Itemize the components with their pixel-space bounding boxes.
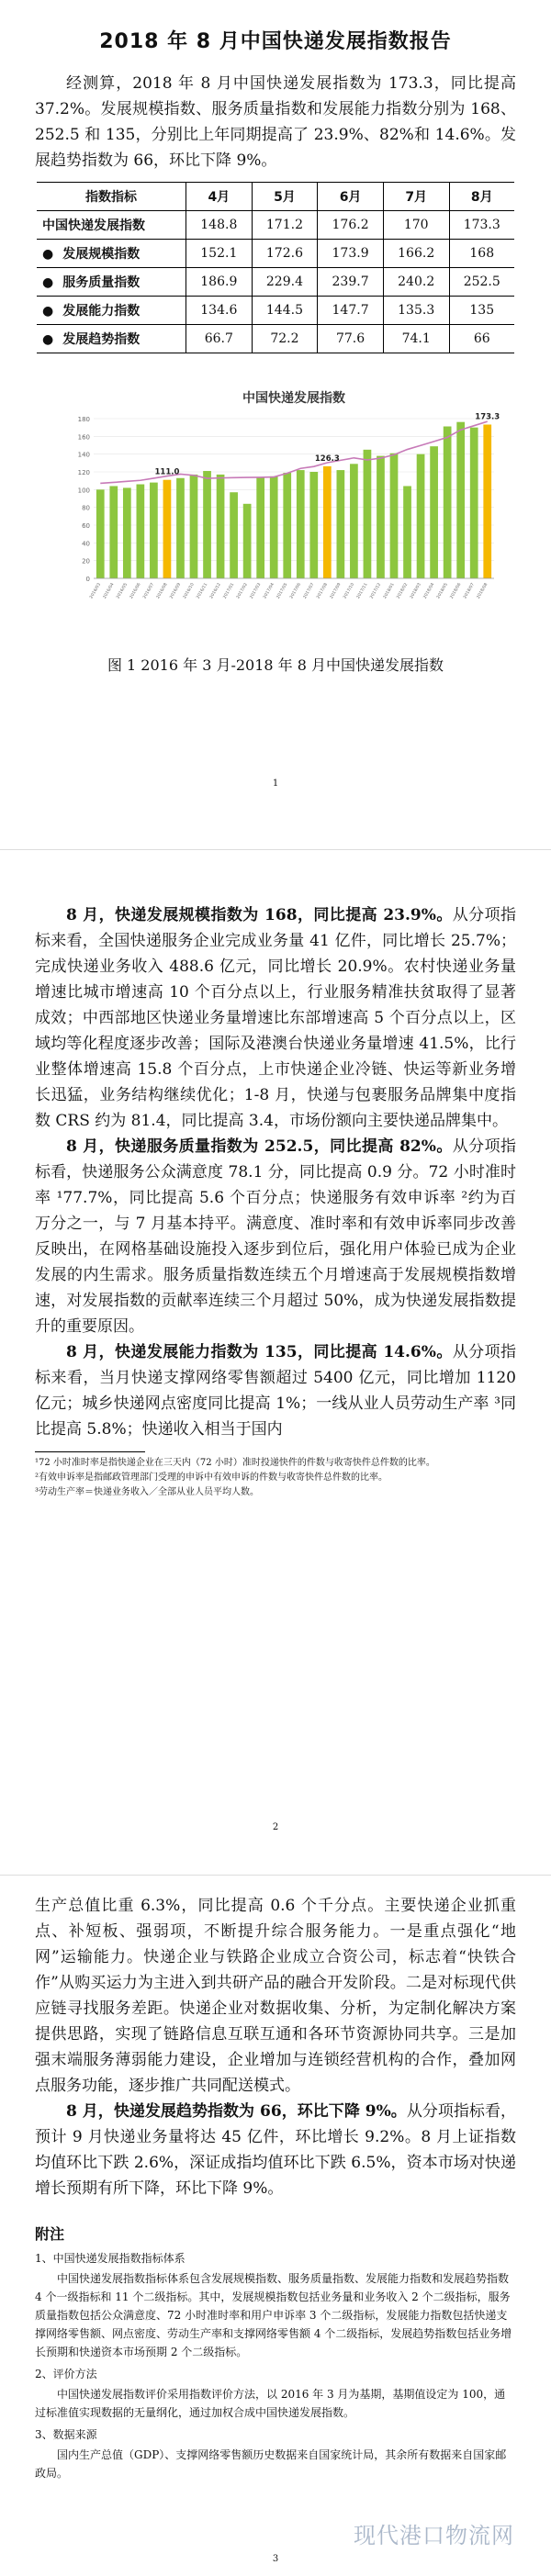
chart-bar <box>377 456 385 578</box>
appendix-item-title: 3、数据来源 <box>35 2428 97 2441</box>
page-number: 3 <box>272 2554 279 2564</box>
row-label-text: 服务质量指数 <box>62 275 141 290</box>
row-label <box>37 240 186 268</box>
x-tick-label: 2017/09 <box>329 582 343 600</box>
row-label-text: 中国快递发展指数 <box>42 218 145 233</box>
chart-bar <box>217 475 225 578</box>
x-tick-label: 2016/11 <box>196 582 209 600</box>
appendix <box>35 2225 516 2482</box>
chart-bar <box>444 427 452 578</box>
chart-bar <box>483 424 491 578</box>
chart-bar <box>470 428 478 578</box>
chart-bar <box>350 464 358 578</box>
row-label <box>37 297 186 325</box>
table-cell: 66 <box>449 325 514 353</box>
scale-lead: 8 月，快递发展规模指数为 168，同比提高 23.9%。 <box>66 906 453 924</box>
appendix-item-title: 1、中国快递发展指数指标体系 <box>35 2252 186 2265</box>
x-tick-label: 2016/03 <box>89 582 102 600</box>
y-tick-label: 180 <box>77 416 90 423</box>
x-tick-label: 2017/04 <box>263 582 276 600</box>
x-tick-label: 2018/07 <box>463 582 476 600</box>
table-cell: 135 <box>449 297 514 325</box>
row-label <box>37 325 186 353</box>
trend-lead: 8 月，快递发展趋势指数为 66，环比下降 9%。 <box>66 2102 407 2121</box>
y-tick-label: 140 <box>77 451 90 459</box>
chart-bar <box>364 450 372 578</box>
index-bar-chart <box>62 386 503 624</box>
x-tick-label: 2016/07 <box>142 582 156 600</box>
page-1 <box>0 0 551 849</box>
x-tick-label: 2016/05 <box>116 582 129 600</box>
scale-paragraph <box>35 902 516 1134</box>
appendix-item-title: 2、评价方法 <box>35 2368 97 2380</box>
table-cell: 229.4 <box>252 268 318 297</box>
chart-bar <box>456 422 465 578</box>
chart-bar <box>309 472 318 578</box>
footnote-rule <box>35 1451 145 1452</box>
table-cell: 173.9 <box>318 240 384 268</box>
y-tick-label: 120 <box>77 469 90 476</box>
capability-lead: 8 月，快递发展能力指数为 135，同比提高 14.6%。 <box>66 1343 453 1361</box>
chart-bar <box>270 476 278 578</box>
appendix-item-text: 中国快递发展指数指标体系包含发展规模指数、服务质量指数、发展能力指数和发展趋势指数 4 个一级指标和 11 个二级指标。其中，发展规模指数包括业务量和业务收入 2 个二级指标，服务质量指数包括公众满意度、72 小时准时率和用户申诉率 3 个二级指标，发展能力指数包括快递支撑网络零售额、网点密度、劳动生产率和支撑网络零售额 4 个二级指标，发展趋势指数包括业务增长预期和快递资本市场预期 2 个二级指标。 <box>35 2272 512 2358</box>
data-label: 173.3 <box>475 412 500 422</box>
chart-bar <box>323 466 332 578</box>
table-body <box>37 211 514 353</box>
y-tick-label: 160 <box>77 433 90 442</box>
x-tick-label: 2018/08 <box>476 582 489 600</box>
table-cell: 74.1 <box>383 325 449 353</box>
chart-bar <box>430 446 438 578</box>
page-2 <box>0 849 551 1875</box>
y-tick-label: 20 <box>82 557 90 566</box>
row-label-text: 发展规模指数 <box>62 247 141 262</box>
quality-paragraph <box>35 1134 516 1339</box>
quality-lead: 8 月，快递服务质量指数为 252.5，同比提高 82%。 <box>66 1137 453 1156</box>
footnote: ¹72 小时准时率是指快递企业在三天内（72 小时）准时投递快件的件数与收寄快件总件数的比率。 <box>35 1458 435 1468</box>
x-tick-label: 2018/03 <box>410 582 422 600</box>
x-tick-label: 2016/12 <box>209 582 222 600</box>
index-table <box>37 182 514 353</box>
y-tick-label: 0 <box>85 576 90 583</box>
table-cell: 240.2 <box>383 268 449 297</box>
table-cell: 239.7 <box>318 268 384 297</box>
chart-bar <box>297 470 305 578</box>
watermark: 现代港口物流网 <box>354 2523 514 2548</box>
x-tick-label: 2016/06 <box>129 582 142 600</box>
x-tick-label: 2017/12 <box>369 582 383 600</box>
trend-body: 从分项指标看，预计 9 月快递业务量将达 45 亿件，环比增长 9.2%。8 月上证指数均值环比下跌 2.6%，深证成指均值环比下跌 6.5%，资本市场对快递增长预期有所下降，环比下降 9%。 <box>35 2102 516 2198</box>
data-label: 126.3 <box>314 454 340 464</box>
table-header: 指数指标 <box>37 183 186 211</box>
x-tick-label: 2018/01 <box>383 582 396 600</box>
bullet-icon: ● <box>42 247 54 262</box>
x-tick-label: 2016/10 <box>183 582 196 600</box>
x-tick-label: 2017/10 <box>343 582 356 600</box>
chart-bar <box>256 477 264 578</box>
data-label: 111.0 <box>154 467 180 477</box>
x-tick-label: 2017/11 <box>355 582 369 600</box>
page-number: 1 <box>272 778 279 789</box>
table-cell: 170 <box>383 211 449 240</box>
x-tick-label: 2017/08 <box>316 582 330 600</box>
x-tick-label: 2017/03 <box>249 582 263 600</box>
x-tick-label: 2017/05 <box>276 582 289 600</box>
table-cell: 77.6 <box>318 325 384 353</box>
table-cell: 148.8 <box>186 211 253 240</box>
table-cell: 72.2 <box>252 325 318 353</box>
table-cell: 135.3 <box>383 297 449 325</box>
table-cell: 252.5 <box>449 268 514 297</box>
table-row <box>37 268 514 297</box>
appendix-heading: 附注 <box>35 2225 65 2243</box>
x-tick-label: 2018/02 <box>396 582 410 600</box>
capability-body: 从分项指标来看，当月快递支撑网络零售额超过 5400 亿元，同比增加 1120 亿元；城乡快递网点密度同比提高 1%；一线从业人员劳动生产率 ³同比提高 5.8%；快递收入相当于国内 <box>35 1343 516 1439</box>
table-cell: 144.5 <box>252 297 318 325</box>
x-tick-label: 2018/04 <box>422 582 436 600</box>
table-header-row <box>37 183 514 211</box>
appendix-item-text: 国内生产总值（GDP）、支撑网络零售额历史数据来自国家统计局，其余所有数据来自国家邮政局。 <box>35 2448 507 2480</box>
chart-bar <box>337 470 345 578</box>
table-header: 5月 <box>252 183 318 211</box>
table-cell: 166.2 <box>383 240 449 268</box>
chart-bar <box>123 487 131 578</box>
table-header: 4月 <box>186 183 253 211</box>
x-tick-label: 2016/09 <box>169 582 183 600</box>
x-tick-label: 2018/05 <box>436 582 449 600</box>
x-tick-label: 2016/08 <box>155 582 169 600</box>
chart-bar <box>403 486 411 578</box>
chart-bar <box>96 489 105 578</box>
scale-body: 从分项指标来看，全国快递服务企业完成业务量 41 亿件，同比增长 25.7%；完成快递业务收入 488.6 亿元，同比增长 20.9%。农村快递业务量增速比城市增速高 10 个百分点以上，行业服务精准扶贫取得了显著成效；中西部地区快递业务量增速比东部增速高 5 个百分点以上，区域均等化程度逐步改善；国际及港澳台快递业务量增速 41.5%，比行业整体增速高 15.8 个百分点，上市快递企业冷链、快运等新业务增长迅猛，业务结构继续优化；1-8 月，快递与包裹服务品牌集中度指数 CRS 约为 81.4，同比提高 3.4，市场份额向主要快递品牌集中。 <box>35 906 516 1130</box>
bullet-icon: ● <box>42 304 54 319</box>
bullet-icon: ● <box>42 332 54 347</box>
chart-bar <box>243 504 252 578</box>
table-cell: 171.2 <box>252 211 318 240</box>
quality-body: 从分项指标看，快递服务公众满意度 78.1 分，同比提高 0.9 分。72 小时准时率 ¹77.7%，同比提高 5.6 个百分点；快递服务有效申诉率 ²约为百万分之一，与 7 月基本持平。满意度、准时率和有效申诉率同步改善反映出，在网格基础设施投入逐步到位后，强化用户体验已成为企业发展的内生需求。服务质量指数连续五个月增速高于发展规模指数增速，对发展指数的贡献率连续三个月超过 50%，成为快递发展指数提升的重要原因。 <box>35 1137 516 1336</box>
table-cell: 152.1 <box>186 240 253 268</box>
x-tick-label: 2017/02 <box>236 582 249 600</box>
table-cell: 186.9 <box>186 268 253 297</box>
chart-bar <box>417 454 425 578</box>
chart-bar <box>176 478 185 578</box>
chart-bar <box>190 475 198 578</box>
chart-bar <box>203 471 211 578</box>
table-cell: 134.6 <box>186 297 253 325</box>
bullet-icon: ● <box>42 275 54 290</box>
table-header: 6月 <box>318 183 384 211</box>
table-cell: 168 <box>449 240 514 268</box>
y-tick-label: 100 <box>77 487 90 495</box>
capability-continued-body: 生产总值比重 6.3%，同比提高 0.6 个千分点。主要快递企业抓重点、补短板、强弱项，不断提升综合服务能力。一是重点强化“地网”运输能力。快递企业与铁路企业成立合资公司，标志着“快铁合作”从购买运力为主进入到共研产品的融合开发阶段。二是对标现代供应链寻找服务差距。快递企业对数据收集、分析，为定制化解决方案提供思路，实现了链路信息互联互通和各环节资源协同共享。三是加强末端服务薄弱能力建设，企业增加与连锁经营机构的合作，叠加网点服务功能，逐步推广共同配送模式。 <box>35 1897 516 2095</box>
table-cell: 176.2 <box>318 211 384 240</box>
row-label-text: 发展能力指数 <box>62 304 141 319</box>
chart-bar <box>109 486 118 578</box>
table-cell: 172.6 <box>252 240 318 268</box>
x-tick-label: 2016/04 <box>102 582 116 600</box>
table-row <box>37 325 514 353</box>
appendix-item-text: 中国快递发展指数评价采用指数评价方法，以 2016 年 3 月为基期，基期值设定为 100，通过标准值实现数据的无量纲化，通过加权合成中国快递发展指数。 <box>35 2388 506 2419</box>
capability-paragraph <box>35 1339 516 1442</box>
table-cell: 66.7 <box>186 325 253 353</box>
page-number: 2 <box>272 1822 279 1832</box>
x-tick-label: 2017/07 <box>302 582 316 600</box>
row-label-text: 发展趋势指数 <box>62 332 141 347</box>
row-label <box>37 268 186 297</box>
report-title: 2018 年 8 月中国快递发展指数报告 <box>99 30 452 53</box>
table-row <box>37 211 514 240</box>
footnote: ²有效申诉率是指邮政管理部门受理的申诉中有效申诉的件数与收寄快件总件数的比率。 <box>35 1473 388 1483</box>
chart-bar <box>230 492 238 578</box>
table-row <box>37 240 514 268</box>
row-label <box>37 211 186 240</box>
figure-caption: 图 1 2016 年 3 月-2018 年 8 月中国快递发展指数 <box>107 656 444 674</box>
capability-continued-paragraph <box>35 1893 516 2099</box>
chart-bar <box>390 454 399 578</box>
y-tick-label: 60 <box>82 522 90 530</box>
x-tick-label: 2017/06 <box>289 582 302 600</box>
x-tick-label: 2017/01 <box>222 582 236 600</box>
chart-bar <box>283 473 291 578</box>
table-row <box>37 297 514 325</box>
trend-paragraph <box>35 2099 516 2201</box>
chart-title: 中国快递发展指数 <box>242 391 345 406</box>
chart-bar <box>150 483 158 578</box>
x-tick-label: 2018/06 <box>449 582 463 600</box>
chart-bar <box>163 480 172 578</box>
table-cell: 173.3 <box>449 211 514 240</box>
page-3 <box>0 1875 551 2576</box>
y-tick-label: 80 <box>82 504 90 512</box>
table-header: 7月 <box>383 183 449 211</box>
table-cell: 147.7 <box>318 297 384 325</box>
footnote: ³劳动生产率＝快递业务收入／全部从业人员平均人数。 <box>35 1487 260 1497</box>
chart-bar <box>137 485 145 578</box>
table-header: 8月 <box>449 183 514 211</box>
intro-paragraph: 经测算，2018 年 8 月中国快递发展指数为 173.3，同比提高 37.2%。发展规模指数、服务质量指数和发展能力指数分别为 168、252.5 和 135，分别比上年同期提高了 23.9%、82%和 14.6%。发展趋势指数为 66，环比下降 9%。 <box>35 74 516 170</box>
y-tick-label: 40 <box>82 540 90 548</box>
